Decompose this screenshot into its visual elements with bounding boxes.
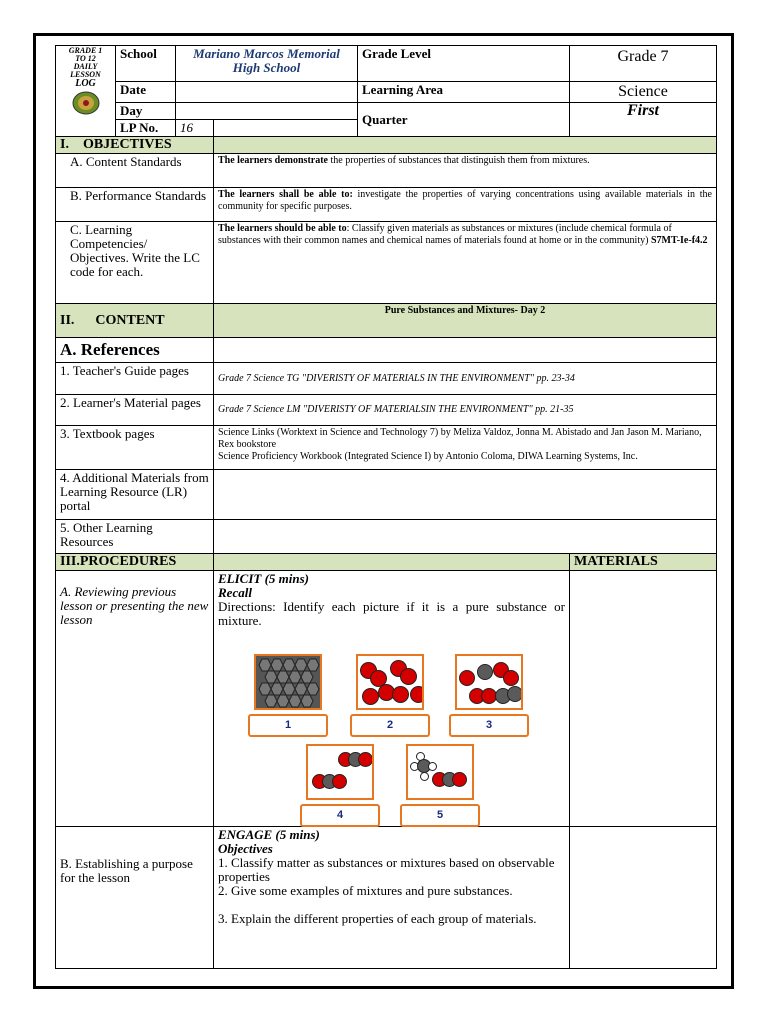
performance-standards-label: B. Performance Standards	[56, 188, 214, 222]
picture-2-label: 2	[350, 714, 430, 737]
picture-5-label: 5	[400, 804, 480, 827]
other-resources-label: 5. Other Learning Resources	[56, 520, 214, 554]
learners-material-value: Grade 7 Science LM "DIVERISTY OF MATERIALSIN THE ENVIRONMENT" pp. 21-35	[214, 395, 717, 426]
competencies-lead: The learners should be able to	[218, 223, 347, 234]
references-heading-fill	[214, 338, 717, 363]
performance-standards-value	[214, 188, 717, 222]
hexagonal-lattice-icon	[256, 656, 320, 708]
content-standards-value	[214, 154, 717, 188]
performance-standards-text: investigate the properties of varying concentrations using available materials in the community for specific purposes.	[218, 189, 712, 212]
procedure-b-label: B. Establishing a purpose for the lesson	[56, 827, 214, 969]
learners-material-label: 2. Learner's Material pages	[56, 395, 214, 426]
teachers-guide-value: Grade 7 Science TG "DIVERISTY OF MATERIALS IN THE ENVIRONMENT" pp. 23-34	[214, 363, 717, 395]
procedures-heading: III.PROCEDURES	[56, 554, 214, 571]
logo-text-line: LESSON	[70, 70, 101, 79]
content-standards-text: the properties of substances that distinguish them from mixtures.	[327, 155, 590, 166]
quarter-value: First	[570, 103, 717, 137]
objectives-heading-fill	[214, 137, 717, 154]
content-heading: II. CONTENT	[56, 304, 214, 338]
school-label: School	[116, 46, 176, 82]
quarter-label: Quarter	[358, 103, 570, 137]
materials-heading: MATERIALS	[570, 554, 717, 571]
elicit-heading: ELICIT (5 mins)	[218, 571, 310, 586]
learning-area-label: Learning Area	[358, 82, 570, 103]
logo-text-line: GRADE 1	[68, 46, 103, 55]
learning-area-value: Science	[570, 82, 717, 103]
date-label: Date	[116, 82, 176, 103]
recall-heading: Recall	[218, 585, 252, 600]
textbook-ref-1: Science Links (Worktext in Science and Technology 7) by Meliza Valdoz, Jonna M. Abistado and Jan Jason M. Mariano, Rex bookstore	[218, 427, 702, 450]
picture-3-image	[455, 654, 523, 710]
lp-label: LP No.	[116, 120, 176, 137]
grade-level-value: Grade 7	[570, 46, 717, 82]
picture-2-image	[356, 654, 424, 710]
directions-text: Directions: Identify each picture if it is a pure substance or mixture.	[218, 599, 565, 628]
objectives-heading: I. OBJECTIVES	[56, 137, 214, 154]
additional-materials-value	[214, 470, 717, 520]
date-value	[176, 82, 358, 103]
pictures-area	[218, 632, 565, 822]
procedure-a-content	[214, 571, 570, 827]
picture-1-label: 1	[248, 714, 328, 737]
other-resources-value	[214, 520, 717, 554]
procedure-b-materials	[570, 827, 717, 969]
content-standards-lead: The learners demonstrate	[218, 155, 328, 166]
lp-spacer	[214, 120, 358, 137]
picture-1-image	[254, 654, 322, 710]
objective-1: 1. Classify matter as substances or mixtures based on observable properties	[218, 855, 555, 884]
procedure-b-content	[214, 827, 570, 969]
additional-materials-label: 4. Additional Materials from Learning Resource (LR) portal	[56, 470, 214, 520]
picture-4-label: 4	[300, 804, 380, 827]
engage-heading: ENGAGE (5 mins)	[218, 827, 320, 842]
school-value: Mariano Marcos Memorial High School	[176, 46, 358, 82]
performance-standards-lead: The learners shall be able to:	[218, 189, 353, 200]
objective-3: 3. Explain the different properties of each group of materials.	[218, 911, 537, 926]
picture-5-image	[406, 744, 474, 800]
logo-text-line: LOG	[75, 78, 96, 89]
lc-code: S7MT-Ie-f4.2	[650, 235, 708, 246]
deped-seal-icon	[71, 91, 101, 115]
competencies-label: C. Learning Competencies/ Objectives. Write the LC code for each.	[56, 222, 214, 304]
procedure-a-label: A. Reviewing previous lesson or presenting the new lesson	[56, 571, 214, 827]
picture-3-label: 3	[449, 714, 529, 737]
logo-text-line: TO 12	[75, 54, 96, 63]
content-value: Pure Substances and Mixtures- Day 2	[214, 304, 717, 338]
day-value	[176, 103, 358, 120]
textbook-label: 3. Textbook pages	[56, 426, 214, 470]
day-label: Day	[116, 103, 176, 120]
procedures-heading-fill	[214, 554, 570, 571]
textbook-value	[214, 426, 717, 470]
competencies-text: : Classify given materials as substances or mixtures (include chemical formula of substances with their common names and chemical names of materials found at home or in the community)	[218, 223, 672, 246]
lp-value: 16	[176, 120, 214, 137]
objective-2: 2. Give some examples of mixtures and pure substances.	[218, 883, 513, 898]
objectives-subheading: Objectives	[218, 841, 273, 856]
deped-logo-cell	[56, 46, 116, 137]
textbook-ref-2: Science Proficiency Workbook (Integrated Science I) by Antonio Coloma, DIWA Learning Systems, Inc.	[218, 451, 638, 462]
procedure-a-materials	[570, 571, 717, 827]
daily-lesson-log	[55, 45, 716, 969]
picture-4-image	[306, 744, 374, 800]
content-standards-label: A. Content Standards	[56, 154, 214, 188]
lesson-log-table	[55, 45, 717, 969]
grade-level-label: Grade Level	[358, 46, 570, 82]
logo-text-line: DAILY	[73, 62, 98, 71]
references-heading: A. References	[56, 338, 214, 363]
competencies-value	[214, 222, 717, 304]
teachers-guide-label: 1. Teacher's Guide pages	[56, 363, 214, 395]
